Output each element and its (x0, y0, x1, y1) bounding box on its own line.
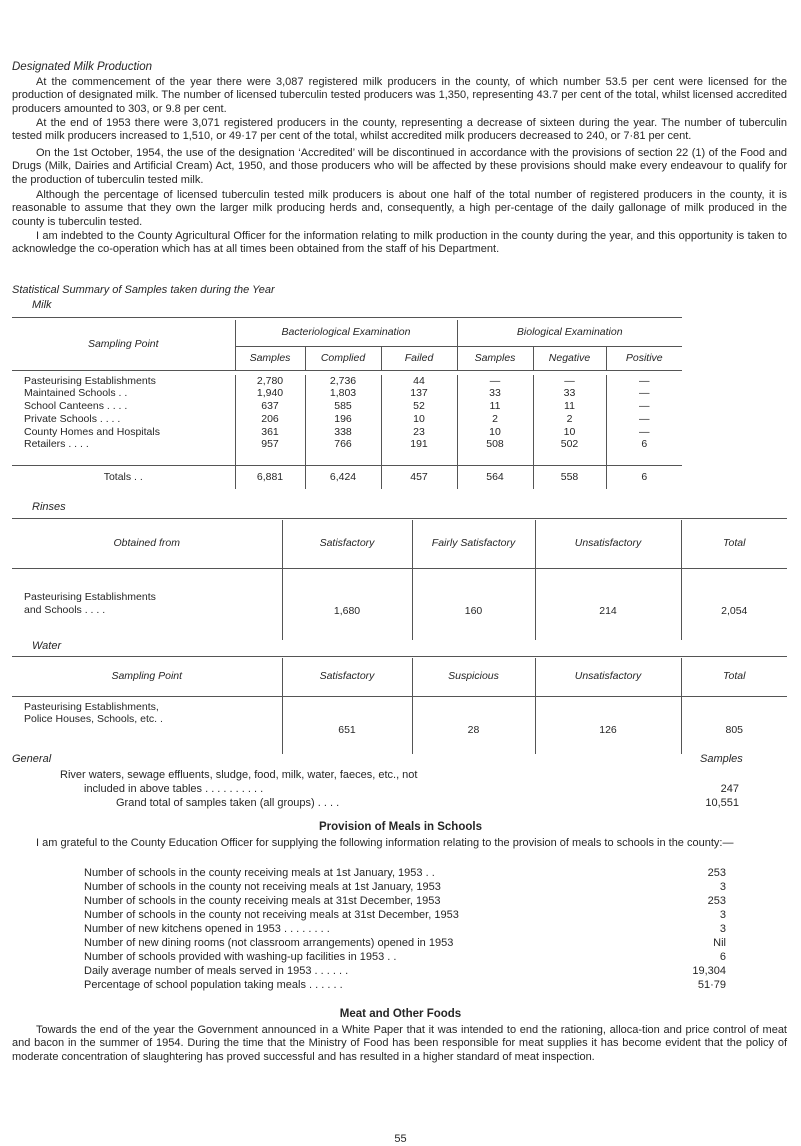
list-item: Daily average number of meals served in 1953 . . . . . . (84, 965, 349, 977)
milk-group-biological: Biological Examination (457, 320, 682, 346)
milk-sub-samples: Samples (235, 346, 305, 370)
general-heading: General (12, 753, 52, 765)
list-item-value: 253 (707, 867, 726, 879)
water-row-label-2: Police Houses, Schools, etc. . (24, 713, 163, 726)
list-item: Percentage of school population taking meals . . . . . . (84, 979, 343, 991)
list-item: Number of schools in the county receiving meals at 31st December, 1953 (84, 895, 441, 907)
table-row: Pasteurising Establishments, Police Houses, Schools, etc. . 651 28 126 805 (12, 696, 787, 754)
table-row: Pasteurising Establishments and Schools . . . . 1,680 160 214 2,054 (12, 568, 787, 640)
rinses-col-satisfactory: Satisfactory (282, 520, 412, 568)
milk-sub-positive: Positive (606, 346, 682, 370)
milk-sub-bio-samples: Samples (457, 346, 533, 370)
rinses-col-total: Total (681, 520, 787, 568)
list-item: Number of new kitchens opened in 1953 . . . . . . . . (84, 923, 330, 935)
water-col-unsatisfactory: Unsatisfactory (535, 658, 681, 696)
water-col-sampling-point: Sampling Point (111, 670, 183, 683)
section-heading-designated-milk: Designated Milk Production (12, 61, 152, 73)
list-item-value: 3 (719, 909, 726, 921)
milk-col-sampling-point: Sampling Point (87, 338, 159, 351)
page-number: 55 (394, 1133, 407, 1145)
rinses-col-fairly-satisfactory: Fairly Satisfactory (412, 520, 535, 568)
rinses-row-label-1: Pasteurising Establishments (24, 591, 156, 604)
milk-group-bacteriological: Bacteriological Examination (235, 320, 457, 346)
milk-totals-row: Totals . . 6,881 6,424 457 564 558 6 (12, 465, 682, 489)
table-row: Maintained Schools . . 1,940 1,803 137 33 33 — (12, 387, 682, 400)
milk-heading: Milk (32, 299, 52, 311)
list-item-value: Nil (713, 937, 726, 949)
general-line-3-value: 10,551 (705, 797, 739, 809)
table-row: Pasteurising Establishments 2,780 2,736 44 — — — (12, 375, 682, 388)
list-item-value: 253 (707, 895, 726, 907)
meat-paragraph: Towards the end of the year the Government announced in a White Paper that it was intended to end the rationing, alloca-tion and price control of meat and bacon in the summer of 1954. During the time that the Ministry of Food has been responsible for meat supplies it has become evident that the policy of moderate concentration of slaughtering has proved successful and has resulted in a higher standard of meat inspection. (12, 1024, 787, 1063)
list-item-value: 3 (719, 881, 726, 893)
list-item-value: 3 (719, 923, 726, 935)
water-col-suspicious: Suspicious (412, 658, 535, 696)
general-line-2-value: 247 (720, 783, 739, 795)
list-item: Number of new dining rooms (not classroom arrangements) opened in 1953 (84, 937, 454, 949)
rinses-top-rule (12, 518, 787, 519)
list-item: Number of schools in the county not receiving meals at 1st January, 1953 (84, 881, 441, 893)
general-line-1: River waters, sewage effluents, sludge, food, milk, water, faeces, etc., not (60, 769, 418, 781)
rinses-heading: Rinses (32, 501, 66, 513)
list-item: Number of schools in the county receiving meals at 1st January, 1953 . . (84, 867, 435, 879)
general-line-3: Grand total of samples taken (all groups) . . . . (116, 797, 340, 809)
meat-heading: Meat and Other Foods (339, 1008, 462, 1020)
rinses-table (12, 520, 787, 640)
milk-sub-complied: Complied (305, 346, 381, 370)
paragraph-commencement: At the commencement of the year there were 3,087 registered milk producers in the county, of which number 53.5 per cent were licensed for the production of designated milk. The number of licensed tuberculin tested producers was 1,350, representing 43.7 per cent of the total, whilst licensed accredited producers amounted to 303, or 9.8 per cent. (12, 76, 787, 115)
milk-sub-negative: Negative (533, 346, 606, 370)
meals-heading: Provision of Meals in Schools (319, 821, 482, 833)
water-row-label-1: Pasteurising Establishments, (24, 700, 159, 713)
milk-table (12, 320, 682, 489)
general-samples-label: Samples (700, 753, 743, 765)
paragraph-end-of-year: At the end of 1953 there were 3,071 registered producers in the county, representing a decrease of sixteen during the year. The number of tuberculin tested milk producers increased to 1,510, or 49·17 per cent of the total, whilst accredited milk producers decreased to 240, or 7·81 per cent. (12, 117, 787, 143)
table-row: School Canteens . . . . 637 585 52 11 11 — (12, 400, 682, 413)
list-item-value: 51·79 (697, 979, 726, 991)
paragraph-percentage: Although the percentage of licensed tuberculin tested milk producers is about one half of the total number of registered producers in the county, it is reasonable to assume that they own the larger milk producing herds and, consequently, a high per-centage of the daily gallonage of milk produced in the county is tuberculin tested. (12, 189, 787, 228)
water-top-rule (12, 656, 787, 657)
rinses-col-unsatisfactory: Unsatisfactory (535, 520, 681, 568)
list-item-value: 19,304 (692, 965, 726, 977)
table-row: Private Schools . . . . 206 196 10 2 2 — (12, 413, 682, 426)
list-item-value: 6 (719, 951, 726, 963)
rinses-col-obtained-from: Obtained from (113, 537, 181, 550)
water-table (12, 658, 787, 754)
rinses-row-label-2: and Schools . . . . (24, 604, 106, 617)
statistical-summary-heading: Statistical Summary of Samples taken during the Year (12, 284, 275, 296)
milk-sub-failed: Failed (381, 346, 457, 370)
water-col-satisfactory: Satisfactory (282, 658, 412, 696)
list-item: Number of schools in the county not receiving meals at 31st December, 1953 (84, 909, 459, 921)
meals-intro: I am grateful to the County Education Officer for supplying the following information relating to the provision of meals to schools in the county:— (36, 837, 734, 849)
table-row: County Homes and Hospitals 361 338 23 10 10 — (12, 426, 682, 439)
general-line-2: included in above tables . . . . . . . . . . (84, 783, 264, 795)
table-row: Retailers . . . . 957 766 191 508 502 6 (12, 438, 682, 451)
paragraph-acknowledgement: I am indebted to the County Agricultural Officer for the information relating to milk production in the county during the year, and this opportunity is taken to acknowledge the co-operation which has at all times been obtained from the staff of his Department. (12, 230, 787, 256)
paragraph-accredited-discontinued: On the 1st October, 1954, the use of the designation ‘Accredited’ will be discontinued in accordance with the provisions of section 22 (1) of the Food and Drugs (Milk, Dairies and Artificial Cream) Act, 1950, and those producers who will be affected by these provisions should make every endeavour to qualify for the production of tuberculin tested milk. (12, 147, 787, 186)
list-item: Number of schools provided with washing-up facilities in 1953 . . (84, 951, 397, 963)
water-heading: Water (32, 640, 62, 652)
milk-table-top-rule (12, 317, 682, 318)
water-col-total: Total (681, 658, 787, 696)
